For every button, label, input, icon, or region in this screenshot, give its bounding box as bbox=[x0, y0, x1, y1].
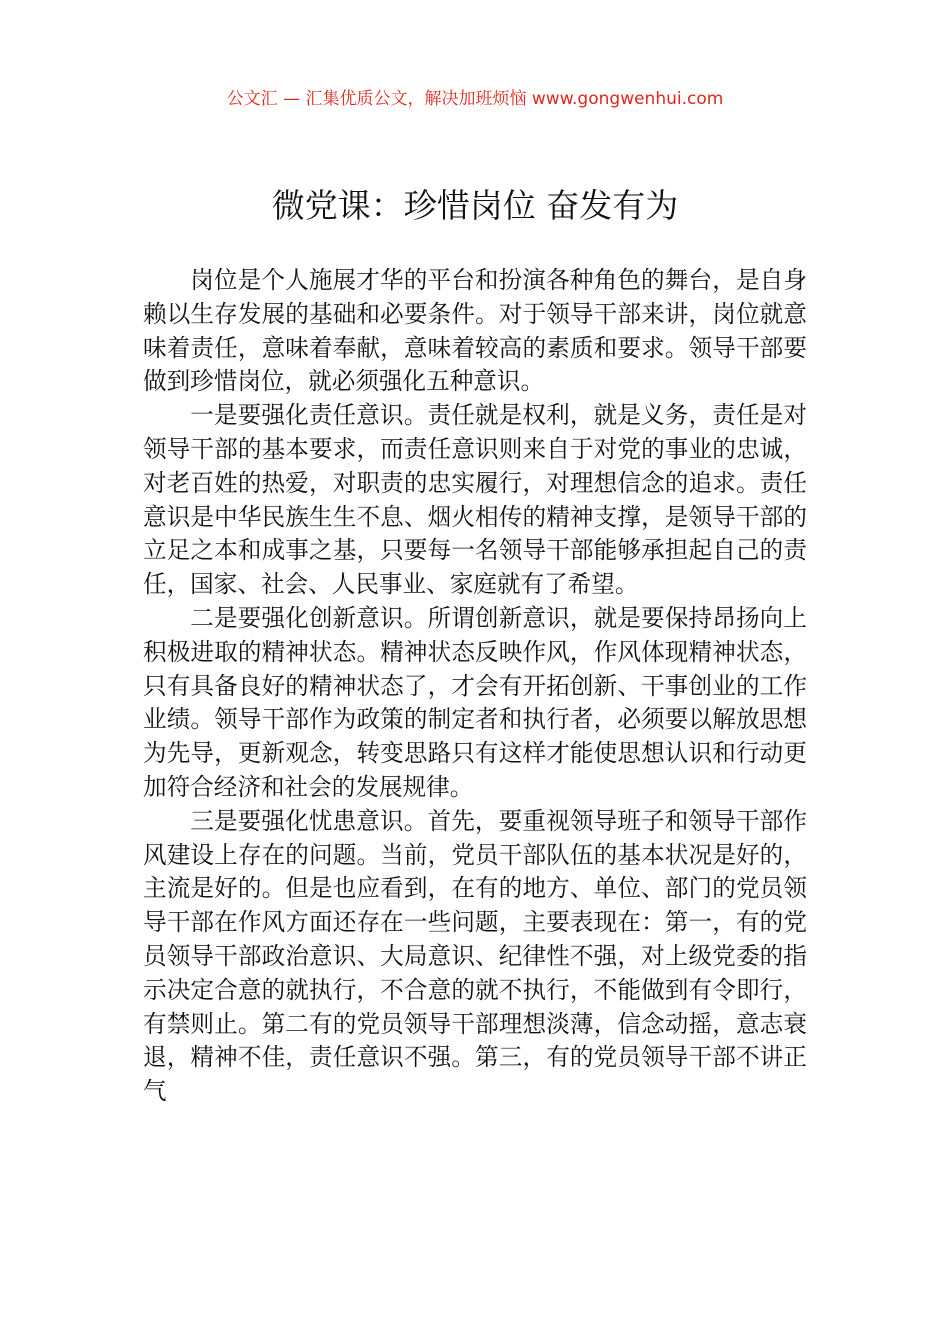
paragraph-responsibility: 一是要强化责任意识。责任就是权利，就是义务，责任是对领导干部的基本要求，而责任意识则来自于对党的事业的忠诚，对老百姓的热爱，对职责的忠实履行，对理想信念的追求。责任意识是中华民族生生不息、烟火相传的精神支撑，是领导干部的立足之本和成事之基，只要每一名领导干部能够承担起自己的责任，国家、社会、人民事业、家庭就有了希望。 bbox=[143, 401, 807, 599]
header-watermark-note: 公文汇 — 汇集优质公文，解决加班烦恼 www.gongwenhui.com bbox=[226, 89, 724, 109]
document-body bbox=[143, 264, 807, 1109]
document-title: 微党课：珍惜岗位 奋发有为 bbox=[271, 186, 679, 225]
paragraph-awareness: 三是要强化忧患意识。首先，要重视领导班子和领导干部作风建设上存在的问题。当前，党员干部队伍的基本状况是好的，主流是好的。但是也应看到，在有的地方、单位、部门的党员领导干部在作风方面还存在一些问题，主要表现在：第一，有的党员领导干部政治意识、大局意识、纪律性不强，对上级党委的指示决定合意的就执行，不合意的就不执行，不能做到有令即行，有禁则止。第二有的党员领导干部理想淡薄，信念动摇，意志衰退，精神不佳，责任意识不强。第三，有的党员领导干部不讲正气 bbox=[143, 806, 807, 1106]
paragraph-intro: 岗位是个人施展才华的平台和扮演各种角色的舞台，是自身赖以生存发展的基础和必要条件。对于领导干部来讲，岗位就意味着责任，意味着奉献，意味着较高的素质和要求。领导干部要做到珍惜岗位，就必须强化五种意识。 bbox=[143, 266, 807, 396]
paragraph-innovation: 二是要强化创新意识。所谓创新意识，就是要保持昂扬向上积极进取的精神状态。精神状态反映作风，作风体现精神状态，只有具备良好的精神状态了，才会有开拓创新、干事创业的工作业绩。领导干部作为政策的制定者和执行者，必须要以解放思想为先导，更新观念，转变思路只有这样才能使思想认识和行动更加符合经济和社会的发展规律。 bbox=[143, 603, 807, 801]
